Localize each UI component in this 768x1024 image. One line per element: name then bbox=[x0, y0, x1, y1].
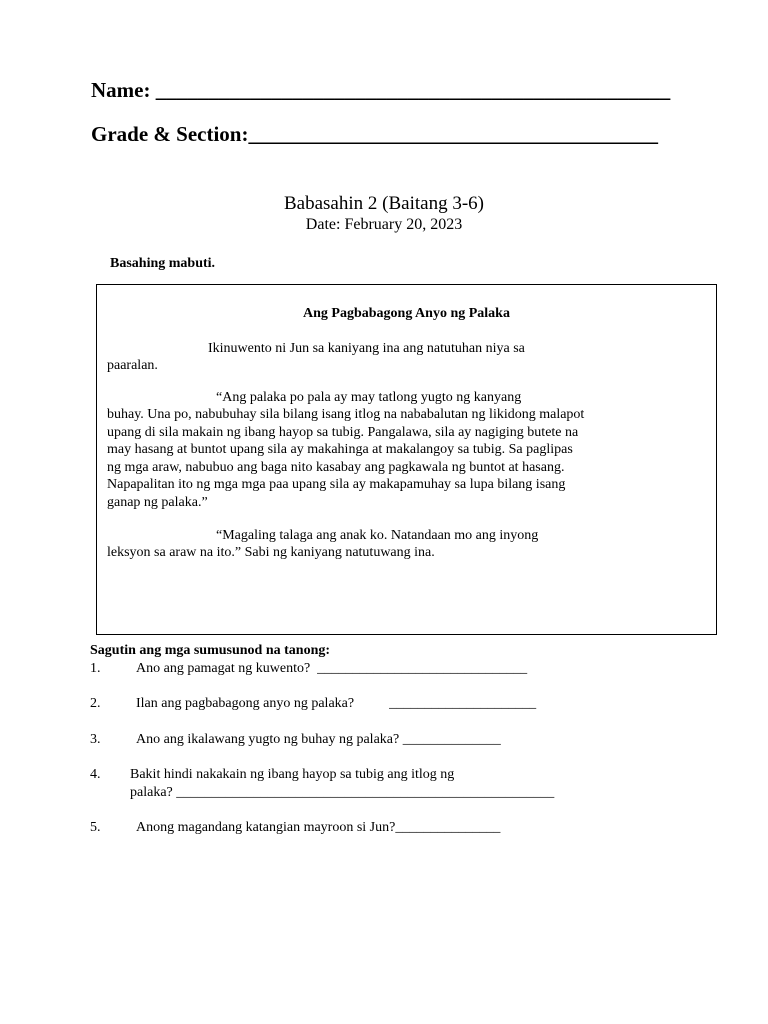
story-line: “Ang palaka po pala ay may tatlong yugto ng kanyang bbox=[216, 390, 522, 405]
story-line: upang di sila makain ng ibang hayop sa tubig. Pangalawa, sila ay nagiging butete na bbox=[107, 425, 579, 440]
story-line: leksyon sa araw na ito.” Sabi ng kaniyang natutuwang ina. bbox=[107, 545, 435, 560]
page-title: Babasahin 2 (Baitang 3-6) bbox=[284, 193, 484, 214]
question-number: 4. bbox=[90, 767, 101, 782]
question-number: 3. bbox=[90, 732, 101, 747]
story-title: Ang Pagbabagong Anyo ng Palaka bbox=[303, 306, 510, 321]
story-line: ng mga araw, nabubuo ang baga nito kasabay ang pagkawala ng buntot at hasang. bbox=[107, 460, 565, 475]
question-text: Bakit hindi nakakain ng ibang hayop sa tubig ang itlog ng bbox=[130, 767, 455, 782]
grade-section-field-line: Grade & Section:_______________________________________ bbox=[91, 122, 658, 146]
story-line: ganap ng palaka.” bbox=[107, 495, 208, 510]
story-line: may hasang at buntot upang sila ay makahinga at makalangoy sa tubig. Sa paglipas bbox=[107, 442, 573, 457]
name-field-line: Name: _________________________________________________ bbox=[91, 78, 671, 102]
story-line: Ikinuwento ni Jun sa kaniyang ina ang natutuhan niya sa bbox=[208, 341, 525, 356]
instruction-text: Basahing mabuti. bbox=[110, 256, 216, 271]
story-line: buhay. Una po, nabubuhay sila bilang isang itlog na nababalutan ng likidong malapot bbox=[107, 407, 585, 422]
story-box bbox=[96, 284, 717, 635]
story-line: Napapalitan ito ng mga mga paa upang sila ay makapamuhay sa lupa bilang isang bbox=[107, 477, 566, 492]
question-text: Anong magandang katangian mayroon si Jun?_______________ bbox=[136, 820, 501, 835]
question-text: Ilan ang pagbabagong anyo ng palaka? _____________________ bbox=[136, 696, 537, 711]
question-number: 2. bbox=[90, 696, 101, 711]
question-text: Ano ang ikalawang yugto ng buhay ng palaka? ______________ bbox=[136, 732, 501, 747]
question-number: 5. bbox=[90, 820, 101, 835]
story-line: “Magaling talaga ang anak ko. Natandaan mo ang inyong bbox=[216, 528, 539, 543]
question-text: Ano ang pamagat ng kuwento? ______________________________ bbox=[136, 661, 528, 676]
date-text: Date: February 20, 2023 bbox=[305, 216, 463, 233]
question-text-continued: palaka? ______________________________________________________ bbox=[130, 785, 555, 800]
question-number: 1. bbox=[90, 661, 101, 676]
questions-heading: Sagutin ang mga sumusunod na tanong: bbox=[90, 643, 331, 658]
story-line: paaralan. bbox=[107, 358, 158, 373]
